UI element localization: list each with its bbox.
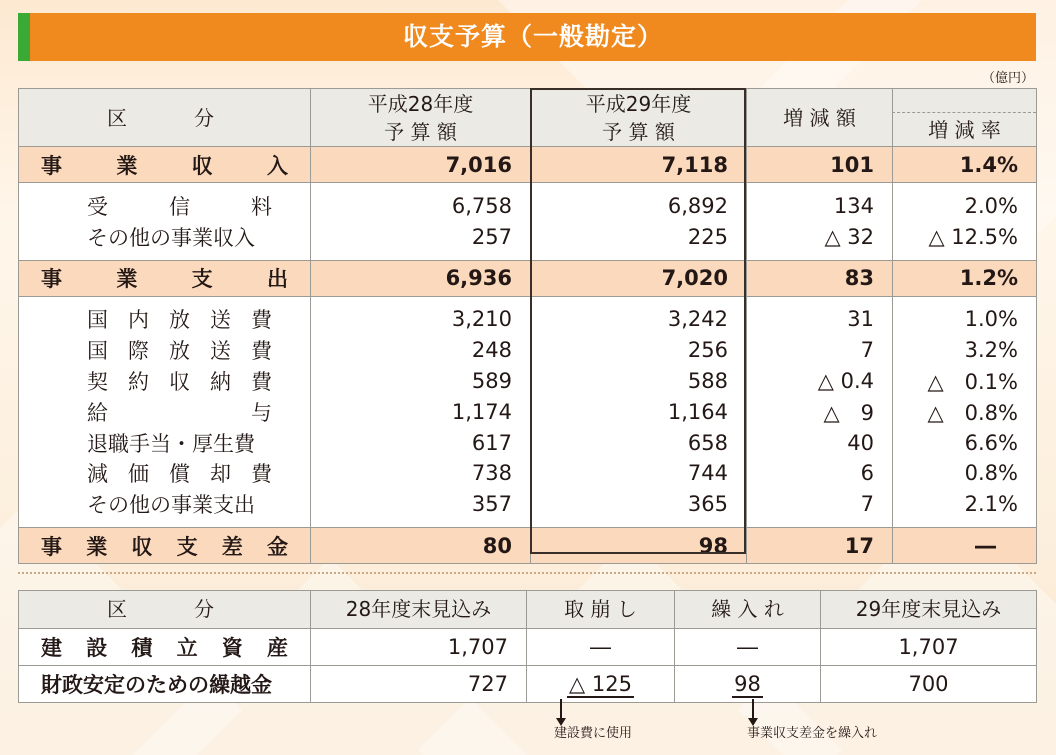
rate-value: △ 0.8% (893, 396, 1037, 427)
transfer-value: ― (675, 629, 821, 666)
fy28-value: 589 (311, 366, 531, 397)
header-fy28: 平成28年度 予 算 額 (311, 89, 531, 147)
section-row (19, 147, 1037, 183)
withdraw-note: 建設費に使用 (554, 726, 633, 741)
title-banner (18, 13, 1036, 61)
table-row (19, 366, 1037, 397)
rate-value: 1.0% (893, 304, 1037, 335)
reserve-header-fy29-end: 29年度末見込み (821, 591, 1037, 629)
unit-label: （億円） (981, 71, 1034, 86)
fy29-value: 365 (531, 489, 747, 520)
row-label: 事 業 支 出 (19, 260, 311, 296)
reserve-row (19, 666, 1037, 703)
fy29-value: 225 (531, 221, 747, 252)
fy28-value: 6,758 (311, 191, 531, 222)
row-label: 事 業 収 入 (19, 147, 311, 183)
reserve-header-withdraw: 取 崩 し (527, 591, 675, 629)
change-value: △ 9 (747, 396, 893, 427)
row-label: 退職手当・厚生費 (19, 427, 311, 458)
fy28-value: 617 (311, 427, 531, 458)
header-rate: 増 減 率 (893, 89, 1037, 147)
fy28-value: 80 (311, 528, 531, 564)
row-label: その他の事業収入 (19, 221, 311, 252)
row-label: 国 内 放 送 費 (19, 304, 311, 335)
fy29-value: 7,020 (531, 260, 747, 296)
fy29-value: 98 (531, 528, 747, 564)
page-title: 収支予算（一般勘定） (402, 22, 663, 51)
rate-value: 0.8% (893, 458, 1037, 489)
fy29-value: 256 (531, 335, 747, 366)
table-row (19, 396, 1037, 427)
rate-value: 3.2% (893, 335, 1037, 366)
fy29-value: 744 (531, 458, 747, 489)
rate-value: ― (893, 528, 1037, 564)
change-value: 7 (747, 489, 893, 520)
table-row (19, 427, 1037, 458)
change-value: 40 (747, 427, 893, 458)
fy28-value: 248 (311, 335, 531, 366)
withdraw-value: △ 125 (527, 666, 675, 703)
fy29-value: 6,892 (531, 191, 747, 222)
fy28-end-value: 1,707 (311, 629, 527, 666)
fy29-end-value: 700 (821, 666, 1037, 703)
row-label: 財政安定のための繰越金 (19, 666, 311, 703)
fy29-value: 658 (531, 427, 747, 458)
row-label: 事 業 収 支 差 金 (19, 528, 311, 564)
fy29-value: 3,242 (531, 304, 747, 335)
rate-value: 2.0% (893, 191, 1037, 222)
fy28-end-value: 727 (311, 666, 527, 703)
change-value: 7 (747, 335, 893, 366)
change-value: 101 (747, 147, 893, 183)
reserve-header-category: 区 分 (19, 591, 311, 629)
fy29-value: 7,118 (531, 147, 747, 183)
row-label: 給 与 (19, 396, 311, 427)
banner-accent-bar (18, 13, 30, 61)
rate-value: 1.4% (893, 147, 1037, 183)
change-value: 17 (747, 528, 893, 564)
table-row (19, 221, 1037, 252)
change-value: 31 (747, 304, 893, 335)
change-value: 83 (747, 260, 893, 296)
rate-value: △ 12.5% (893, 221, 1037, 252)
table-row (19, 335, 1037, 366)
fy28-value: 257 (311, 221, 531, 252)
fy28-value: 3,210 (311, 304, 531, 335)
reserve-row (19, 629, 1037, 666)
section-row (19, 260, 1037, 296)
row-label: その他の事業支出 (19, 489, 311, 520)
dotted-separator (18, 572, 1036, 574)
fy29-end-value: 1,707 (821, 629, 1037, 666)
balance-row (19, 528, 1037, 564)
rate-value: 2.1% (893, 489, 1037, 520)
row-label: 国 際 放 送 費 (19, 335, 311, 366)
table-row (19, 304, 1037, 335)
change-value: 6 (747, 458, 893, 489)
reserve-table (18, 590, 1037, 703)
row-label: 減 価 償 却 費 (19, 458, 311, 489)
row-label: 契 約 収 納 費 (19, 366, 311, 397)
row-label: 建 設 積 立 資 産 (19, 629, 311, 666)
rate-value: △ 0.1% (893, 366, 1037, 397)
fy29-value: 588 (531, 366, 747, 397)
rate-header-dash (892, 112, 1036, 146)
change-value: △ 0.4 (747, 366, 893, 397)
rate-value: 6.6% (893, 427, 1037, 458)
table-row (19, 489, 1037, 520)
fy28-value: 357 (311, 489, 531, 520)
withdraw-value: ― (527, 629, 675, 666)
change-value: 134 (747, 191, 893, 222)
row-label: 受 信 料 (19, 191, 311, 222)
header-change: 増 減 額 (747, 89, 893, 147)
header-fy29: 平成29年度 予 算 額 (531, 89, 747, 147)
header-category: 区 分 (19, 89, 311, 147)
budget-table (18, 88, 1037, 564)
fy28-value: 738 (311, 458, 531, 489)
transfer-value: 98 (675, 666, 821, 703)
reserve-header-transfer: 繰 入 れ (675, 591, 821, 629)
fy28-value: 6,936 (311, 260, 531, 296)
fy28-value: 7,016 (311, 147, 531, 183)
change-value: △ 32 (747, 221, 893, 252)
rate-value: 1.2% (893, 260, 1037, 296)
table-row (19, 458, 1037, 489)
transfer-note: 事業収支差金を繰入れ (747, 726, 878, 741)
fy28-value: 1,174 (311, 396, 531, 427)
fy29-value: 1,164 (531, 396, 747, 427)
table-row (19, 191, 1037, 222)
reserve-header-fy28-end: 28年度末見込み (311, 591, 527, 629)
